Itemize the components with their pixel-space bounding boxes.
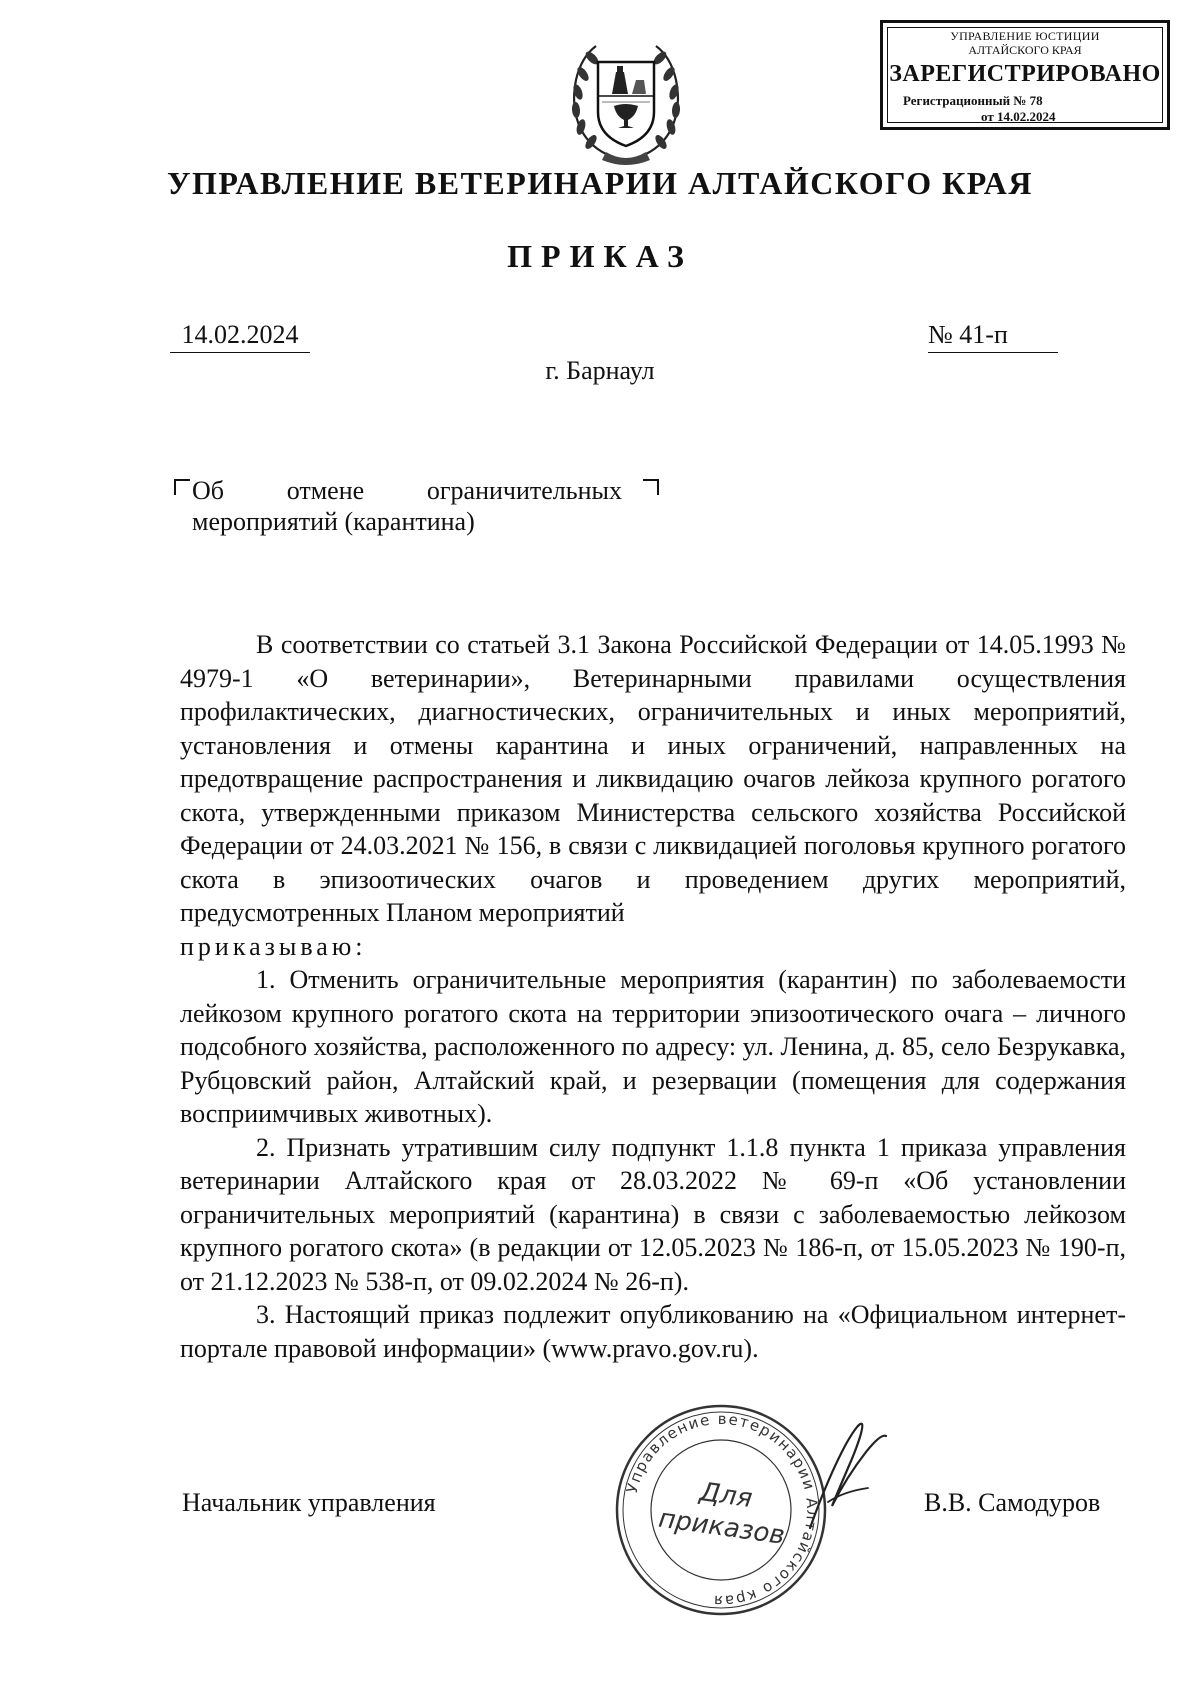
subject-word1: Об [192,476,225,505]
document-date: 14.02.2024 [170,320,310,353]
subject-word3: ограничительных [426,476,622,505]
document-subject [192,475,622,537]
organization-title: УПРАВЛЕНИЕ ВЕТЕРИНАРИИ АЛТАЙСКОГО КРАЯ [167,165,1033,201]
subject-bracket-left [174,479,190,495]
registration-stamp [880,20,1170,130]
signer-name: В.В. Самодуров [924,1488,1101,1517]
handwritten-signature [770,1410,910,1530]
subject-line2: мероприятий (карантина) [192,507,475,536]
signer-position: Начальник управления [182,1488,436,1517]
order-item-1: 1. Отменить ограничительные мероприятия (карантин) по заболеваемости лейкозом крупного рогатого скота на территории эпизоотического очага – личного подсобного хозяйства, расположенного по адресу: ул. Ленина, д. 85, село Безрукавка, Рубцовский район, Алтайский край, и резервации (помещения для содержания восприимчивых животных). [180,965,1126,1128]
registration-number: Регистрационный № 78 [903,93,1043,108]
seal-center-line1: Для [697,1477,755,1515]
order-word: приказываю: [180,931,367,961]
subject-word2: отмене [286,476,365,505]
subject-bracket-right [643,479,659,495]
document-body [180,628,1126,1365]
document-type: ПРИКАЗ [507,238,693,274]
subject-line1 [192,475,622,506]
seal-center-line2: приказов [656,1503,787,1551]
preamble-paragraph: В соответствии со статьей 3.1 Закона Российской Федерации от 14.05.1993 № 4979-1 «О ветеринарии», Ветеринарными правилами осуществления профилактических, диагностических, ограничительных и иных мероприятий, установления и отмены карантина и иных ограничений, направленных на предотвращение распространения и ликвидацию очагов лейкоза крупного рогатого скота, утвержденными приказом Министерства сельского хозяйства Российской Федерации от 24.03.2021 № 156, в связи с ликвидацией поголовья крупного рогатого скота в эпизоотических очагов и проведением других мероприятий, предусмотренных Планом мероприятий [180,630,1126,927]
coat-of-arms-icon [566,32,686,167]
document-city: г. Барнаул [545,356,655,385]
registration-status: ЗАРЕГИСТРИРОВАНО [889,61,1161,87]
registration-date: от 14.02.2024 [981,109,1056,124]
registration-authority-line2: АЛТАЙСКОГО КРАЯ [968,43,1082,57]
order-item-3: 3. Настоящий приказ подлежит опубликованию на «Официальном интернет-портале правовой информации» (www.pravo.gov.ru). [180,1300,1126,1363]
seal-ring-text: Управление ветеринарии Алтайского края [622,1409,822,1611]
order-item-2: 2. Признать утратившим силу подпункт 1.1.8 пункта 1 приказа управления ветеринарии Алтайского края от 28.03.2022 № 69-п «Об установлении ограничительных мероприятий (карантина) в связи с заболеваемостью лейкозом крупного рогатого скота» (в редакции от 12.05.2023 № 186-п, от 15.05.2023 № 190-п, от 21.12.2023 № 538-п, от 09.02.2024 № 26-п). [180,1132,1126,1296]
document-number: № 41-п [928,320,1058,353]
registration-authority-line1: УПРАВЛЕНИЕ ЮСТИЦИИ [950,29,1100,43]
